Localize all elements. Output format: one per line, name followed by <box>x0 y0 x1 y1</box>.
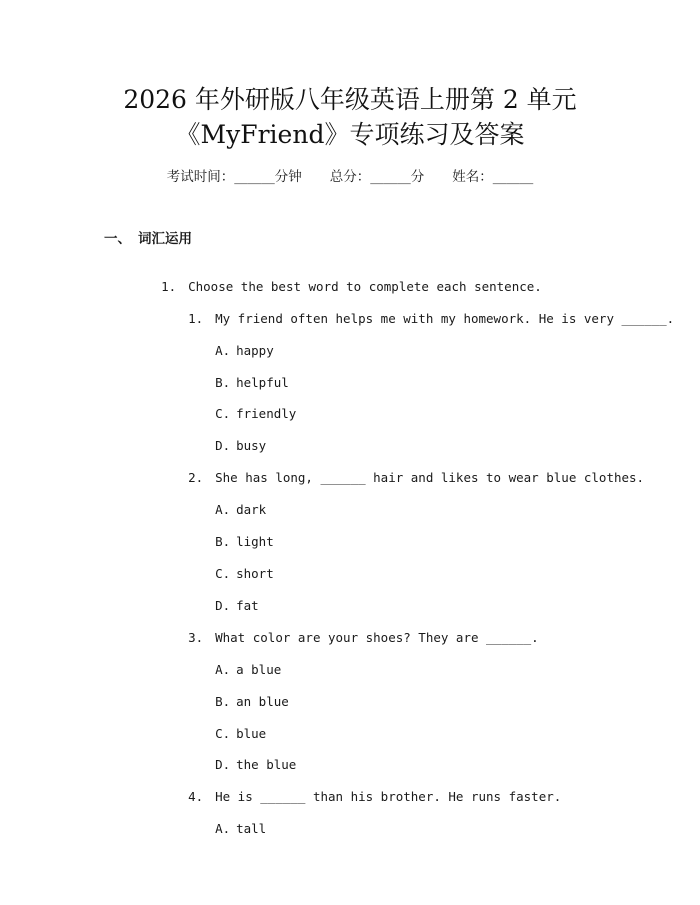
option-text: blue <box>236 726 267 741</box>
option-letter: B. <box>215 375 231 390</box>
option-letter: C. <box>215 406 231 421</box>
option-text: busy <box>236 438 267 453</box>
option-text: light <box>236 534 274 549</box>
option-letter: B. <box>215 534 231 549</box>
page-title-line-2: 《MyFriend》专项练习及答案 <box>175 120 525 149</box>
option-text: helpful <box>236 375 289 390</box>
option-letter: A. <box>215 502 231 517</box>
question-text: My friend often helps me with my homework. He is very ______. <box>215 311 675 326</box>
question-text: He is ______ than his brother. He runs faster. <box>215 789 562 804</box>
task-text: Choose the best word to complete each sentence. <box>188 279 542 294</box>
option-text: friendly <box>236 406 297 421</box>
option-text: happy <box>236 343 274 358</box>
page-title-line-1: 2026 年外研版八年级英语上册第 2 单元 <box>123 85 577 114</box>
option-text: a blue <box>236 662 282 677</box>
question-number: 3. <box>188 630 204 645</box>
exam-time-field: 考试时间：______分钟 <box>166 169 302 185</box>
option-text: tall <box>236 821 267 836</box>
option[interactable] <box>185 802 266 856</box>
option-letter: C. <box>215 566 231 581</box>
option-text: an blue <box>236 694 289 709</box>
option-letter: A. <box>215 662 231 677</box>
task-number: 1. <box>161 279 177 294</box>
question-number: 4. <box>188 789 204 804</box>
section-title: 词汇运用 <box>138 231 192 247</box>
option-text: the blue <box>236 757 297 772</box>
exam-info <box>0 167 700 187</box>
question-number: 2. <box>188 470 204 485</box>
option-letter: D. <box>215 757 231 772</box>
option-text: fat <box>236 598 259 613</box>
option-letter: A. <box>215 343 231 358</box>
exam-score-field: 总分：______分 <box>329 169 425 185</box>
option-letter: A. <box>215 821 231 836</box>
option-letter: D. <box>215 598 231 613</box>
section-number: 一、 <box>104 231 131 247</box>
option-text: short <box>236 566 274 581</box>
option-text: dark <box>236 502 267 517</box>
question-text: What color are your shoes? They are ______. <box>215 630 539 645</box>
option-letter: D. <box>215 438 231 453</box>
student-name-field: 姓名：______ <box>452 169 534 185</box>
option-letter: C. <box>215 726 231 741</box>
section-heading <box>104 229 192 249</box>
question-number: 1. <box>188 311 204 326</box>
option-letter: B. <box>215 694 231 709</box>
question-text: She has long, ______ hair and likes to wear blue clothes. <box>215 470 645 485</box>
